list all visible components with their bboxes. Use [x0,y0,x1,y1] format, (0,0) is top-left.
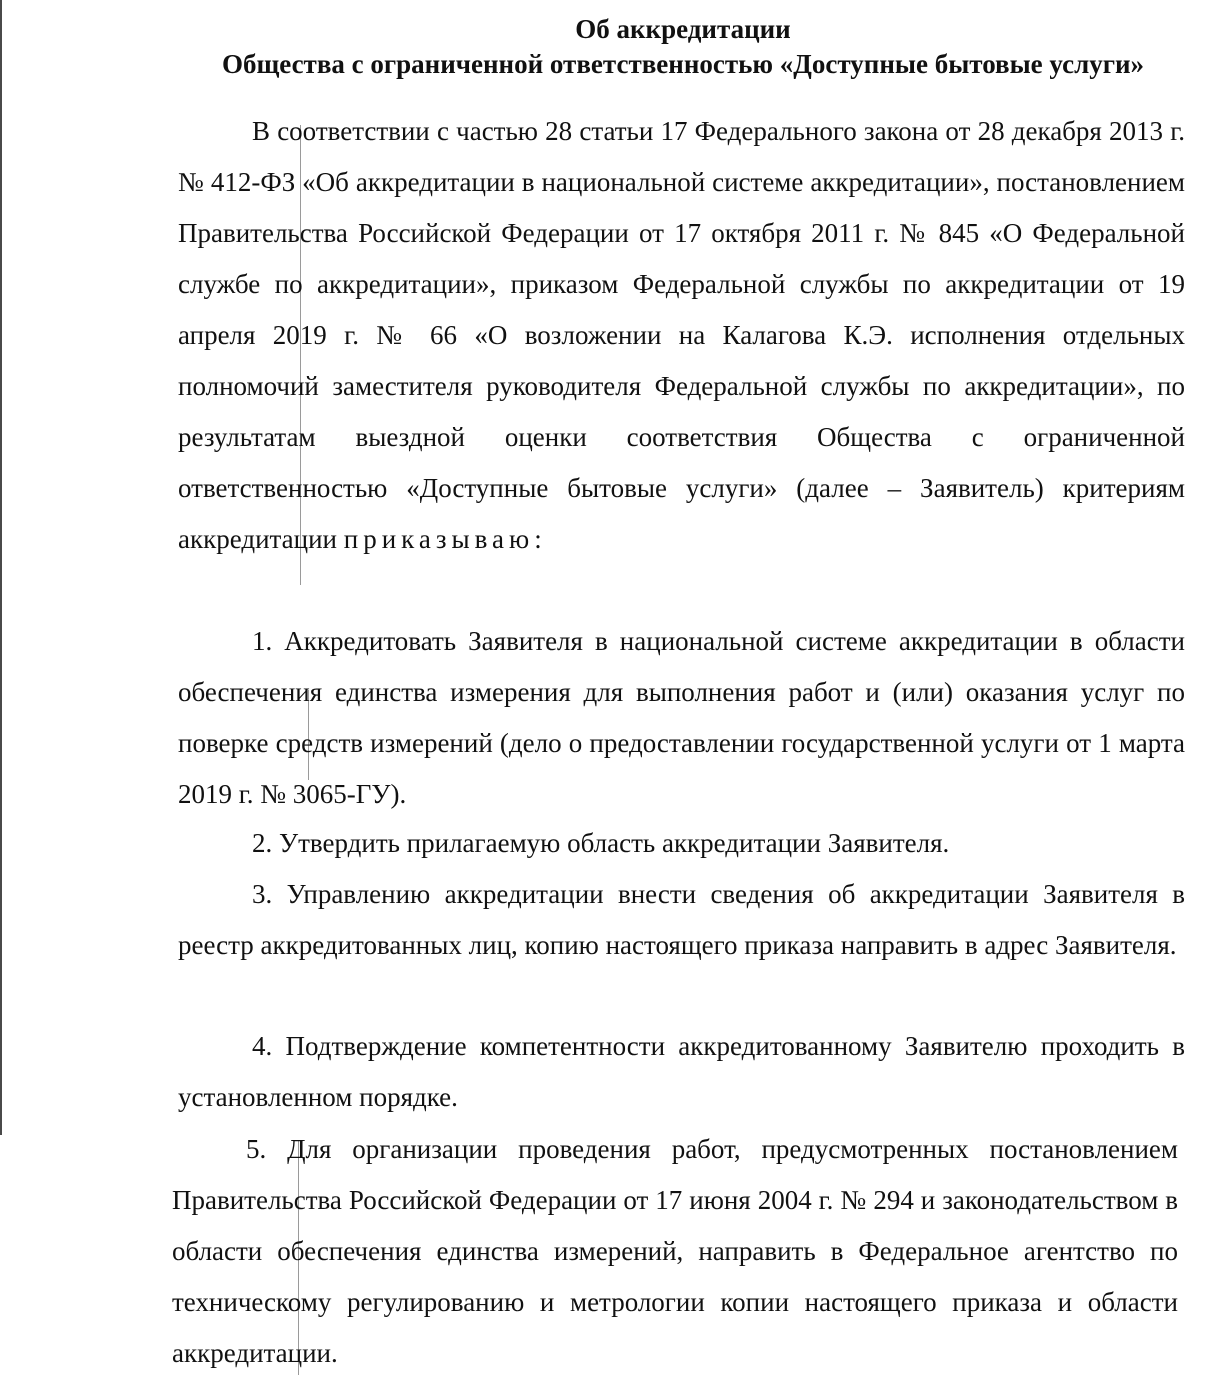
item-1-paragraph: 1. Аккредитовать Заявителя в национальной системе аккредитации в области обеспечения единства измерения для выполнения работ и (или) оказания услуг по поверке средств измерений (дело о предоставлении государственной услуги от 1 марта 2019 г. № 3065-ГУ). [178,626,1185,809]
item-3-paragraph: 3. Управлению аккредитации внести сведения об аккредитации Заявителя в реестр аккредитованных лиц, копию настоящего приказа направить в адрес Заявителя. [178,879,1185,960]
item-4-paragraph: 4. Подтверждение компетентности аккредитованному Заявителю проходить в установленном порядке. [178,1031,1185,1112]
order-word: приказываю: [343,524,547,554]
preamble-paragraph [178,106,1185,565]
document-subtitle: Общества с ограниченной ответственностью «Доступные бытовые услуги» [221,49,1145,79]
item-2-paragraph: 2. Утвердить прилагаемую область аккредитации Заявителя. [252,828,950,858]
scan-left-edge [0,0,2,1135]
document-title: Об аккредитации [575,14,791,44]
item-5-paragraph: 5. Для организации проведения работ, предусмотренных постановлением Правительства Российской Федерации от 17 июня 2004 г. № 294 и законодательством в области обеспечения единства измерений, направить в Федеральное агентство по техническому регулированию и метрологии копии настоящего приказа и области аккредитации. [172,1134,1178,1368]
preamble-text: В соответствии с частью 28 статьи 17 Федерального закона от 28 декабря 2013 г. № 412-ФЗ «Об аккредитации в национальной системе аккредитации», постановлением Правительства Российской Федерации от 17 октября 2011 г. № 845 «О Федеральной службе по аккредитации», приказом Федеральной службы по аккредитации от 19 апреля 2019 г. № 66 «О возложении на Калагова К.Э. исполнения отдельных полномочий заместителя руководителя Федеральной службы по аккредитации», по результатам выездной оценки соответствия Общества с ограниченной ответственностью «Доступные бытовые услуги» (далее – Заявитель) критериям аккредитации [178,116,1185,554]
